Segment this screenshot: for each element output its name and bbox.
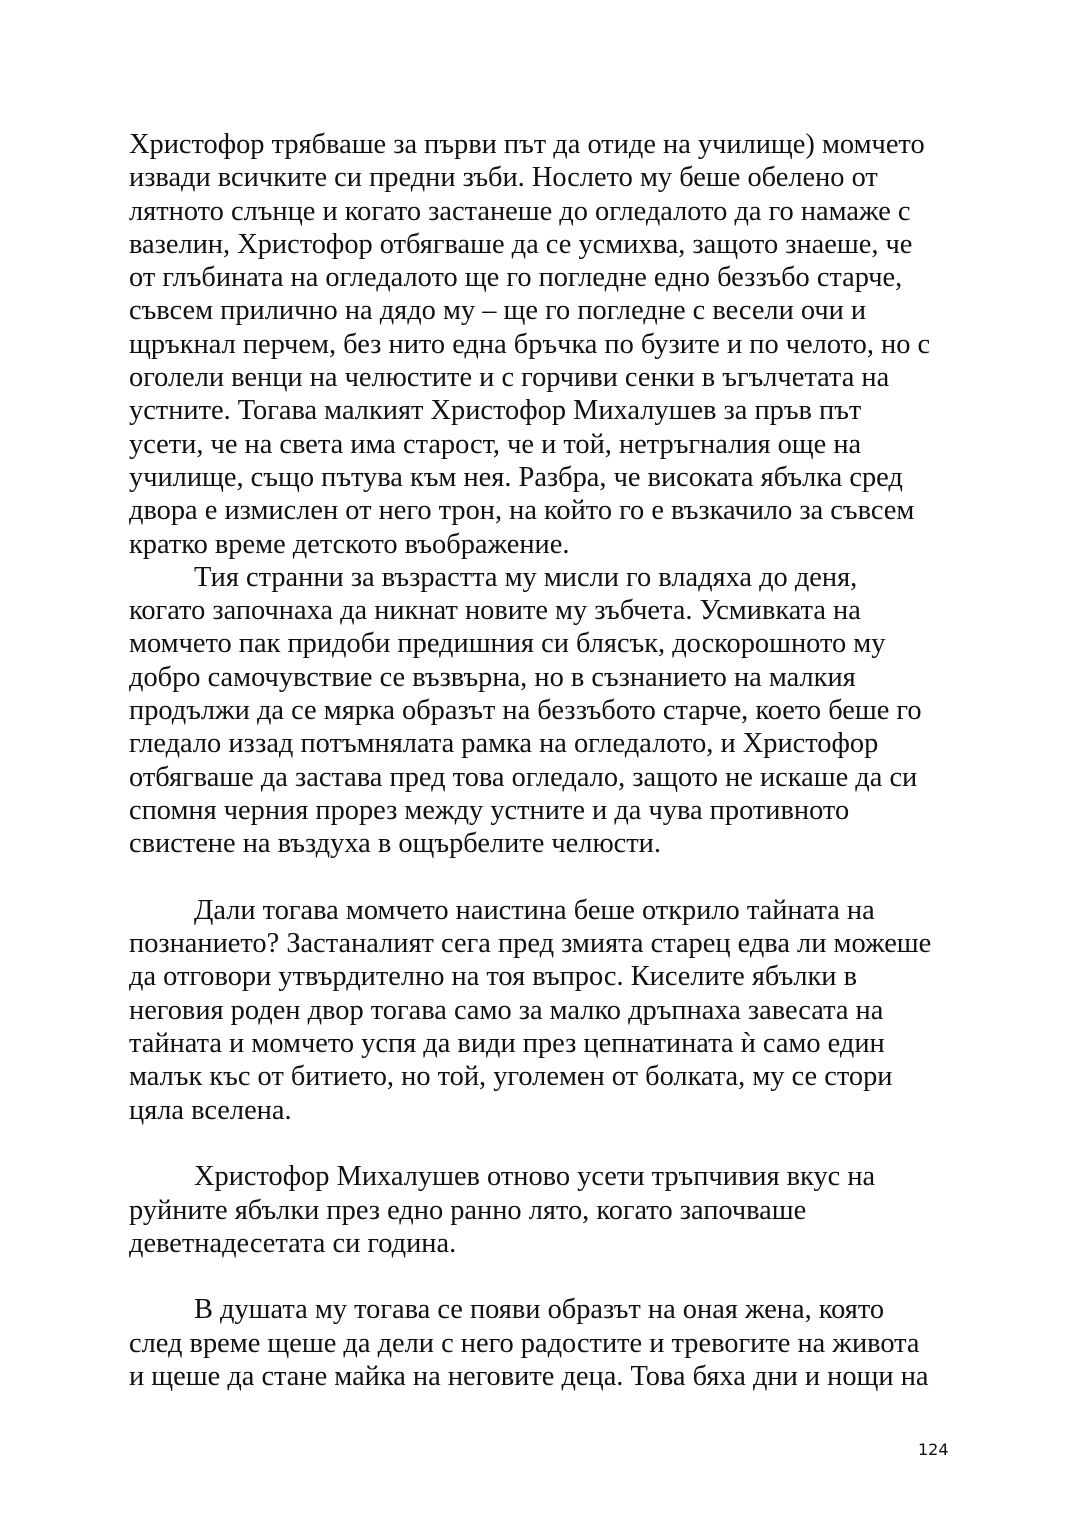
page-number: 124 [918,1440,949,1459]
text-line: гледало иззад потъмнялата рамка на огледалото, и Христофор [129,728,879,760]
paragraph [129,561,969,861]
text-line: спомня черния прорез между устните и да чува противното [129,794,850,826]
text-line: когато започнаха да никнат новите му зъбчета. Усмивката на [129,595,861,627]
paragraph-gap [129,1127,969,1160]
text-line: усети, че на света има старост, че и той, нетръгналия още на [129,428,862,460]
text-line: Христофор Михалушев отново усети тръпчивия вкус на [194,1161,876,1193]
text-line: цяла вселена. [129,1094,292,1126]
text-line: оголели венци на челюстите и с горчиви сенки в ъгълчетата на [129,362,890,394]
text-line: Тия странни за възрастта му мисли го владяха до деня, [194,561,858,593]
text-line: двора е измислен от него трон, на който го е възкачило за съвсем [129,495,915,527]
paragraph [129,894,969,1127]
paragraph-gap [129,1260,969,1293]
text-line: и щеше да стане майка на неговите деца. Това бяха дни и нощи на [129,1360,929,1392]
text-line: малък къс от битието, но той, уголемен от болката, му се стори [129,1061,893,1093]
body-text [129,128,969,1393]
text-line: училище, също пътува към нея. Разбра, че високата ябълка сред [129,461,903,493]
text-line: кратко време детското въображение. [129,528,570,560]
text-line: от глъбината на огледалото ще го погледне едно беззъбо старче, [129,262,903,294]
text-line: Христофор трябваше за първи път да отиде на училище) момчето [129,129,925,160]
text-line: да отговори утвърдително на тоя въпрос. Киселите ябълки в [129,961,857,993]
text-line: устните. Тогава малкият Христофор Михалушев за пръв път [129,395,862,427]
text-line: щръкнал перчем, без нито една бръчка по бузите и по челото, но с [129,328,931,360]
text-line: добро самочувствие се възвърна, но в съзнанието на малкия [129,661,856,693]
text-line: свистене на въздуха в ощърбелите челюсти. [129,828,661,860]
text-line: деветнадесетата си година. [129,1227,457,1259]
text-line: руйните ябълки през едно ранно лято, когато започваше [129,1194,807,1226]
text-line: след време щеше да дели с него радостите и тревогите на живота [129,1327,920,1359]
text-line: извади всичките си предни зъби. Нослето му беше обелено от [129,162,878,194]
text-line: вазелин, Христофор отбягваше да се усмихва, защото знаеше, че [129,228,913,260]
text-line: съвсем прилично на дядо му – ще го погледне с весели очи и [129,295,867,327]
paragraph [129,128,969,561]
text-line: познанието? Застаналият сега пред змията старец едва ли можеше [129,928,932,960]
paragraph [129,1160,969,1260]
text-line: неговия роден двор тогава само за малко дръпнаха завесата на [129,994,884,1026]
text-line: отбягваше да застава пред това огледало, защото не искаше да си [129,761,918,793]
text-line: момчето пак придоби предишния си блясък, доскорошното му [129,628,886,660]
paragraph [129,1293,969,1393]
text-line: лятното слънце и когато застанеше до огледалото да го намаже с [129,195,911,227]
text-line: тайната и момчето успя да види през цепнатината ѝ само един [129,1028,885,1060]
text-line: продължи да се мярка образът на беззъбото старче, което беше го [129,695,922,727]
text-line: Дали тогава момчето наистина беше открило тайната на [194,894,875,926]
text-line: В душата му тогава се появи образът на оная жена, която [194,1294,885,1326]
paragraph-gap [129,861,969,894]
